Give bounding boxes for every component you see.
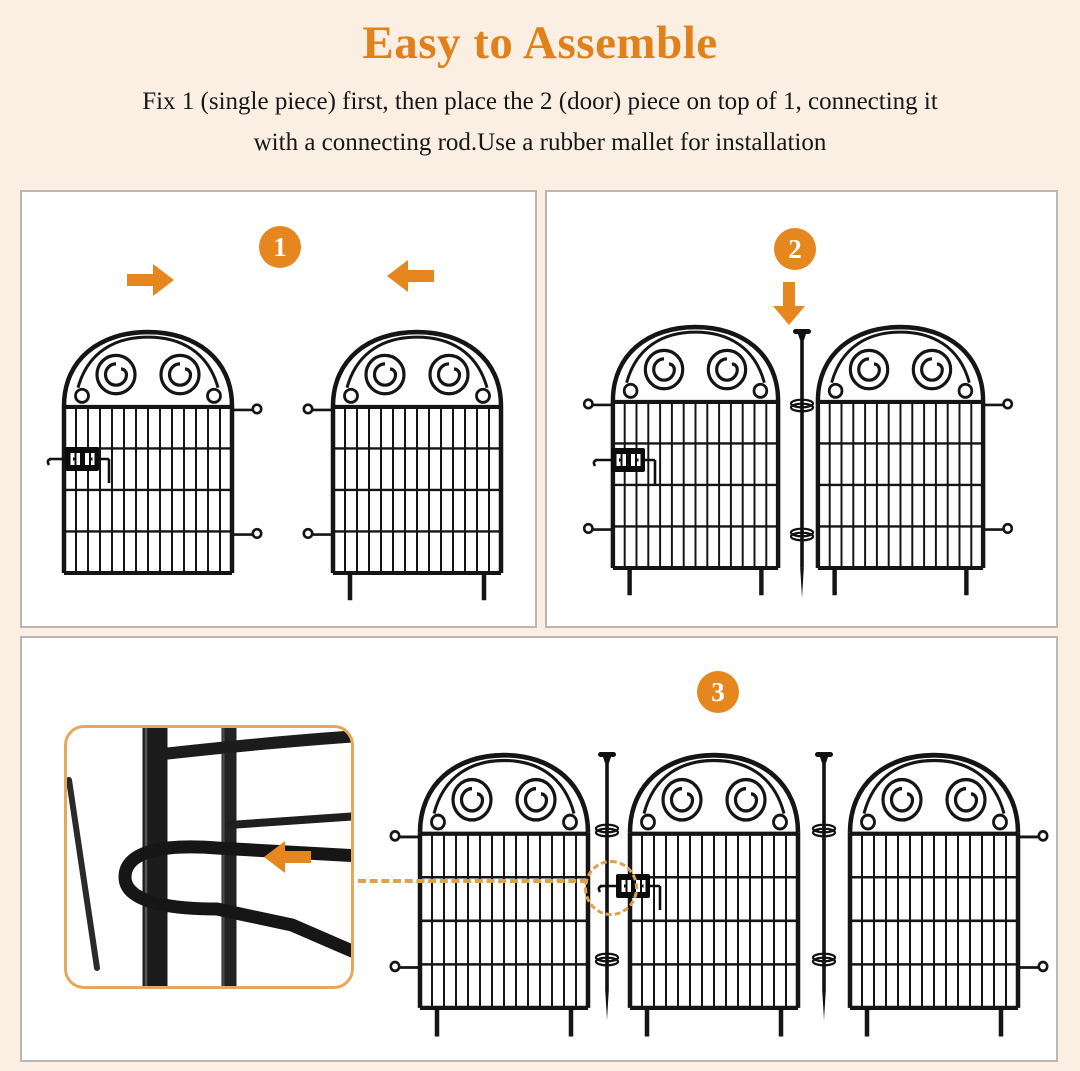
rod-ring-icon	[810, 953, 838, 967]
step-1-panel	[20, 190, 537, 628]
fence-single-panel	[844, 752, 1024, 1010]
fence-single-panel	[327, 329, 507, 575]
step-2-badge: 2	[774, 228, 816, 270]
rod-ring-icon	[788, 399, 816, 413]
page-title: Easy to Assemble	[362, 17, 718, 69]
rod-ring-icon	[593, 953, 621, 967]
step-2-panel	[545, 190, 1058, 628]
instructions-line-1: Fix 1 (single piece) first, then place the 2 (door) piece on top of 1, connecting it	[142, 88, 938, 115]
arrow-down-icon	[772, 282, 806, 326]
step-1-badge: 1	[259, 226, 301, 268]
arrow-left-icon	[386, 259, 434, 293]
arrow-right-icon	[127, 263, 175, 297]
connection-detail-photo	[64, 725, 354, 989]
instructions-line-2: with a connecting rod.Use a rubber mallet for installation	[253, 129, 827, 156]
callout-ellipse	[584, 860, 638, 916]
fence-single-panel	[812, 324, 989, 570]
connecting-rod-icon	[790, 329, 814, 600]
callout-leader-line	[358, 879, 588, 883]
rod-ring-icon	[593, 824, 621, 838]
latch-icon	[591, 446, 669, 488]
connecting-rod-icon	[812, 752, 836, 1022]
arrow-left-icon	[263, 840, 311, 874]
rod-ring-icon	[788, 528, 816, 542]
step-3-badge: 3	[697, 671, 739, 713]
latch-icon	[45, 445, 123, 487]
rod-ring-icon	[810, 824, 838, 838]
step-3-panel	[20, 636, 1058, 1062]
